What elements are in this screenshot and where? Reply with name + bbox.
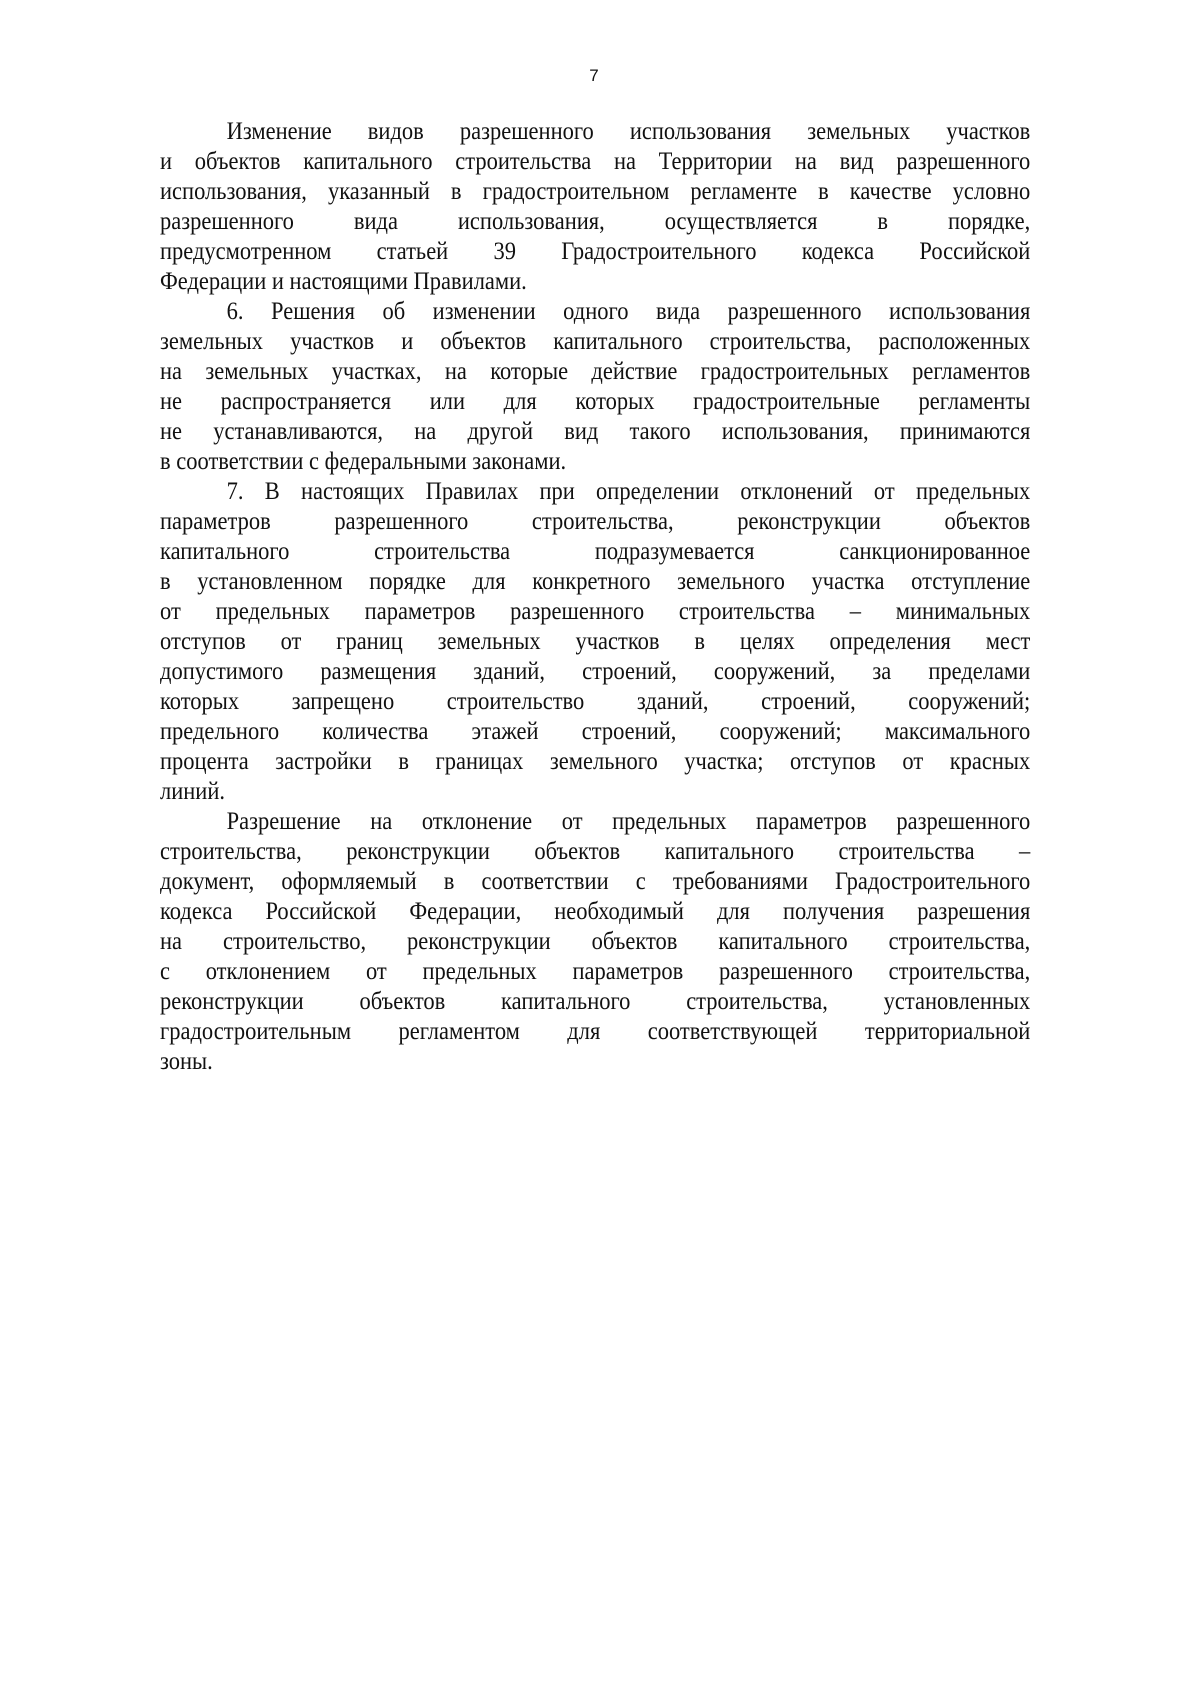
text-line: земельных участков и объектов капитального строительства, расположенных bbox=[160, 328, 1031, 355]
text-line: параметров разрешенного строительства, реконструкции объектов bbox=[160, 508, 1031, 535]
paragraph bbox=[160, 807, 1127, 1077]
text-line: Разрешение на отклонение от предельных параметров разрешенного bbox=[226, 808, 1031, 835]
text-line: не распространяется или для которых градостроительные регламенты bbox=[160, 388, 1031, 415]
text-line: от предельных параметров разрешенного строительства – минимальных bbox=[160, 598, 1031, 625]
text-line: предусмотренном статьей 39 Градостроительного кодекса Российской bbox=[160, 238, 1031, 265]
paragraph bbox=[160, 117, 1127, 297]
text-line: капитального строительства подразумевается санкционированное bbox=[160, 538, 1031, 565]
text-line: процента застройки в границах земельного участка; отступов от красных bbox=[160, 748, 1031, 775]
text-line: предельного количества этажей строений, сооружений; максимального bbox=[160, 718, 1031, 745]
text-line: в установленном порядке для конкретного земельного участка отступление bbox=[160, 568, 1031, 595]
page-number: 7 bbox=[589, 66, 599, 85]
paragraph bbox=[160, 297, 1127, 477]
paragraph bbox=[160, 477, 1127, 807]
text-line: 7. В настоящих Правилах при определении отклонений от предельных bbox=[226, 478, 1031, 505]
text-line: и объектов капитального строительства на Территории на вид разрешенного bbox=[160, 148, 1031, 175]
text-line: на строительство, реконструкции объектов капитального строительства, bbox=[160, 928, 1031, 955]
text-line: использования, указанный в градостроительном регламенте в качестве условно bbox=[160, 178, 1031, 205]
text-line: допустимого размещения зданий, строений, сооружений, за пределами bbox=[160, 658, 1031, 685]
text-line: кодекса Российской Федерации, необходимый для получения разрешения bbox=[160, 898, 1031, 925]
text-line: зоны. bbox=[160, 1048, 213, 1075]
text-line: на земельных участках, на которые действие градостроительных регламентов bbox=[160, 358, 1031, 385]
text-line: отступов от границ земельных участков в целях определения мест bbox=[160, 628, 1031, 655]
document-body bbox=[160, 117, 1127, 1077]
text-line: 6. Решения об изменении одного вида разрешенного использования bbox=[226, 298, 1031, 325]
text-line: Федерации и настоящими Правилами. bbox=[160, 268, 527, 295]
text-line: линий. bbox=[160, 778, 226, 805]
text-line: которых запрещено строительство зданий, строений, сооружений; bbox=[160, 688, 1031, 715]
text-line: строительства, реконструкции объектов капитального строительства – bbox=[160, 838, 1031, 865]
text-line: с отклонением от предельных параметров разрешенного строительства, bbox=[160, 958, 1031, 985]
text-line: градостроительным регламентом для соответствующей территориальной bbox=[160, 1018, 1031, 1045]
text-line: разрешенного вида использования, осуществляется в порядке, bbox=[160, 208, 1031, 235]
text-line: в соответствии с федеральными законами. bbox=[160, 448, 567, 475]
text-line: реконструкции объектов капитального строительства, установленных bbox=[160, 988, 1031, 1015]
text-line: Изменение видов разрешенного использования земельных участков bbox=[226, 118, 1031, 145]
text-line: документ, оформляемый в соответствии с требованиями Градостроительного bbox=[160, 868, 1031, 895]
text-line: не устанавливаются, на другой вид такого использования, принимаются bbox=[160, 418, 1031, 445]
